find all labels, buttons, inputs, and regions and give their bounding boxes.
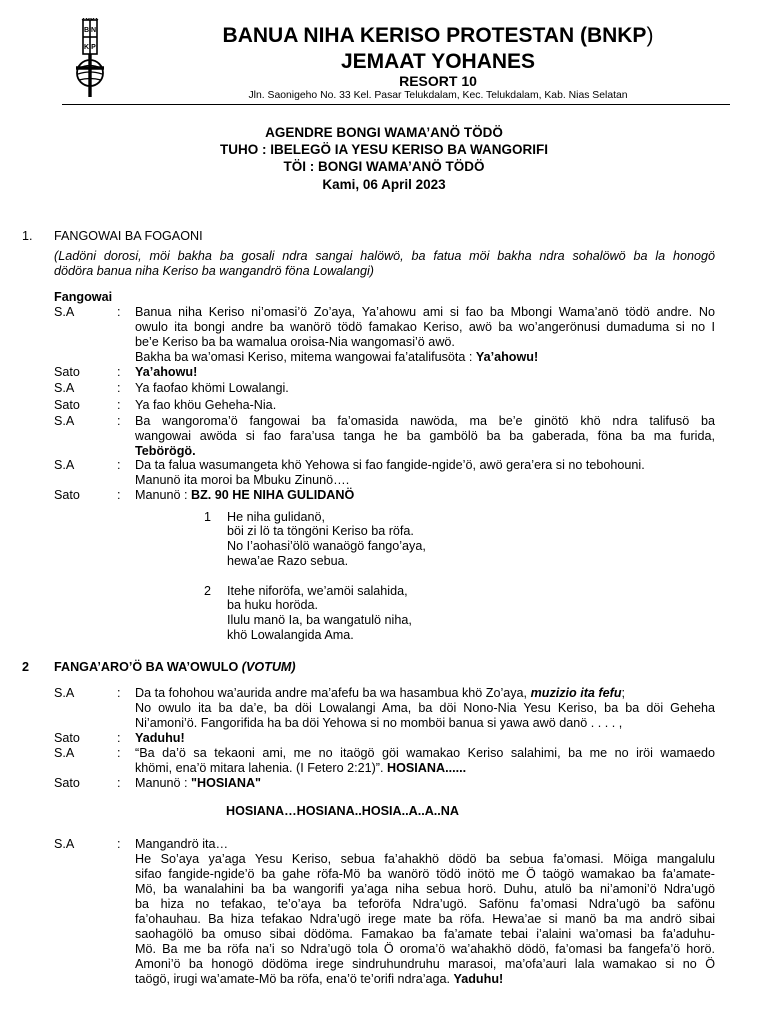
prayer-line: taögö, irugi wa’amate-Mö ba röfa, ena’ö te’orifi ndra’aga. Yaduhu! [135, 972, 504, 986]
section-1-number: 1. [22, 229, 33, 243]
resort-label: RESORT 10 [399, 73, 477, 89]
verse-line: khö Lowalangida Ama. [227, 628, 354, 642]
fangowai-heading: Fangowai [54, 290, 113, 304]
section-1-title: FANGOWAI BA FOGAONI [54, 229, 203, 243]
colon: : [117, 746, 121, 760]
speaker-role: Sato [54, 398, 80, 412]
bnkp-logo [70, 18, 110, 98]
prayer-line: sifao fangide-ngide’ö ba gahe röfa-Mö ba wanörö tödö inötö me Ö taögö wamakao ba fa’amate- [135, 867, 715, 881]
prayer-line: ba hiza no tefakao, te’o’aya ba teforöfa Ndra’ugö. Safönu fa’omasi Ndra’ugö ba safönu [135, 897, 715, 911]
verse-line: Ilulu manö Ia, ba wangatulö niha, [227, 613, 412, 627]
colon: : [117, 398, 121, 412]
colon: : [117, 365, 121, 379]
dialogue-line: No owulo ita ba da’e, ba döi Lowalangi Ama, ba döi Nono-Nia Yesu Keriso, ba ba döi Geheha [135, 701, 715, 715]
colon: : [117, 381, 121, 395]
colon: : [117, 458, 121, 472]
section-2-title: FANGA’ARO’Ö BA WA’OWULO (VOTUM) [54, 660, 296, 674]
header-divider [62, 104, 730, 105]
colon: : [117, 488, 121, 502]
verse-line: böi zi lö ta töngöni Keriso ba röfa. [227, 524, 414, 538]
date-line: Kami, 06 April 2023 [322, 177, 446, 192]
dialogue-line: “Ba da’ö sa tekaoni ami, me no itaögö göi wamakao Keriso salahimi, ba me no iröi wamaedo [135, 746, 715, 760]
prayer-line: Mö. Ba me ba röfa na’i so Ndra’ugö tola Ö oroma’ö wa’ahakhö dödö, fa’omasi ba fangefa’ö horö. [135, 942, 715, 956]
dialogue-line: Ni’amoni’ö. Fangorifida ha ba döi Yehowa si no momböi banua si yawa awö danö . . . . , [135, 716, 623, 730]
speaker-role: S.A [54, 837, 75, 851]
section-1-note-line-2: dödöra banua niha Keriso ba wangandrö föna Lowalangi) [54, 264, 374, 278]
verse-line: Itehe niforöfa, we’amöi salahida, [227, 584, 408, 598]
response-line: Yaduhu! [135, 731, 185, 745]
verse-line: No I’aohasi’ölö wanaögö fango’aya, [227, 539, 426, 553]
prayer-line: saohagölö ba omuso sibai dödöma. Famakao ba fa’amate tebai i’alaini wa’omasi ba fa’aduhu- [135, 927, 715, 941]
logo-letter-k: K [83, 44, 90, 51]
section-1-note-line-1: (Ladöni dorosi, möi bakha ba gosali ndra sangai halöwö, ba fatua möi bakha ndra sohalöwö ba la honogö [54, 249, 715, 263]
dialogue-line: Bakha ba wa’omasi Keriso, mitema wangowai fa’atalifusöta : Ya’ahowu! [135, 350, 539, 364]
logo-letter-p: P [91, 44, 96, 51]
response-line: Ya’ahowu! [135, 365, 198, 379]
prayer-intro: Mangandrö ita… [135, 837, 229, 851]
verse-line: hewa’ae Razo sebua. [227, 554, 349, 568]
hymn-line: Manunö : BZ. 90 HE NIHA GULIDANÖ [135, 488, 355, 502]
dialogue-line: Da ta fohohou wa’aurida andre ma’afefu ba wa hasambua khö Zo’aya, muzizio ita fefu; [135, 686, 626, 700]
colon: : [117, 305, 121, 319]
section-2-number: 2 [22, 660, 30, 674]
prayer-line: Mö, ba wanalahini ba ba wangorifi ya’aga niha sebua horö. Duhu, atulö ba ni’amoni’ö Ndra’ugö [135, 882, 715, 896]
speaker-role: Sato [54, 365, 80, 379]
colon: : [117, 686, 121, 700]
dialogue-line: be’e Keriso ba ba wamalua oroisa-Nia wangomasi’ö awö. [135, 335, 455, 349]
hosiana-refrain: HOSIANA…HOSIANA..HOSIA..A..A..NA [226, 804, 459, 818]
response-line: Ya fao khöu Geheha-Nia. [135, 398, 277, 412]
dialogue-line: Ya faofao khömi Lowalangi. [135, 381, 289, 395]
logo-letter-b: B [83, 27, 90, 34]
dialogue-line: Da ta falua wasumangeta khö Yehowa si fao fangide-ngide’ö, awö gera’era si no tebohouni. [135, 458, 645, 472]
prayer-line: Amoni’ö ba honogö dödöma irege sindruhundruhu marasoi, ma’ofa’auri lala wamakao si no Ö [135, 957, 715, 971]
dialogue-line: wangowai awöda si fao fara’usa tanga he ba gambölö ba ba gaberada, föna ba ma furida, [135, 429, 715, 443]
colon: : [117, 837, 121, 851]
speaker-role: S.A [54, 686, 75, 700]
speaker-role: Sato [54, 731, 80, 745]
verse-line: ba huku horöda. [227, 598, 319, 612]
subtheme-line: TÖI : BONGI WAMA’ANÖ TÖDÖ [283, 159, 485, 174]
verse-number: 2 [204, 584, 212, 598]
church-name: JEMAAT YOHANES [340, 50, 536, 73]
colon: : [117, 776, 121, 790]
theme-line: TUHO : IBELEGÖ IA YESU KERISO BA WANGORIFI [219, 142, 549, 157]
colon: : [117, 731, 121, 745]
dialogue-line: Ba wangoroma’ö fangowai ba fa’omasida nawöda, ma be’e ginötö khö ndra talifusö ba [135, 414, 715, 428]
speaker-role: S.A [54, 305, 75, 319]
verse-line: He niha gulidanö, [227, 510, 326, 524]
dialogue-line: owulo ita bongi andre ba wanörö tödö famakao Keriso, awö ba wo’angerönusi dumaduma si no I [135, 320, 715, 334]
speaker-role: S.A [54, 746, 75, 760]
speaker-role: S.A [54, 381, 75, 395]
hymn-line: Manunö : "HOSIANA" [135, 776, 262, 790]
prayer-line: fa’ohauhau. Ba hiza tefakao Ndra’ugö irege mate ba röfa. Hewa’ae si manö ba ma andrö sibai [135, 912, 715, 926]
logo-letter-n: N [90, 27, 97, 34]
speaker-role: Sato [54, 776, 80, 790]
org-title: BANUA NIHA KERISO PROTESTAN (BNKP) [222, 24, 654, 47]
agenda-title: AGENDRE BONGI WAMA’ANÖ TÖDÖ [265, 125, 503, 140]
dialogue-line: khömi, ena’ö mitara lahenia. (I Fetero 2:21)”. HOSIANA...... [135, 761, 467, 775]
address: Jln. Saonigeho No. 33 Kel. Pasar Telukdalam, Kec. Telukdalam, Kab. Nias Selatan [248, 90, 628, 101]
speaker-role: Sato [54, 488, 80, 502]
speaker-role: S.A [54, 414, 75, 428]
colon: : [117, 414, 121, 428]
dialogue-line: Manunö ita moroi ba Mbuku Zinunö…. [135, 473, 350, 487]
dialogue-line: Tebörögö. [135, 444, 196, 458]
verse-number: 1 [204, 510, 212, 524]
prayer-line: He So’aya ya’aga Yesu Keriso, sebua fa’ahakhö dödö ba sebua fa’omasi. Möiga mangalulu [135, 852, 715, 866]
dialogue-line: Banua niha Keriso ni’omasi’ö Zo’aya, Ya’ahowu ami si fao ba Mbongi Wama’anö tödö andre. No [135, 305, 715, 319]
speaker-role: S.A [54, 458, 75, 472]
